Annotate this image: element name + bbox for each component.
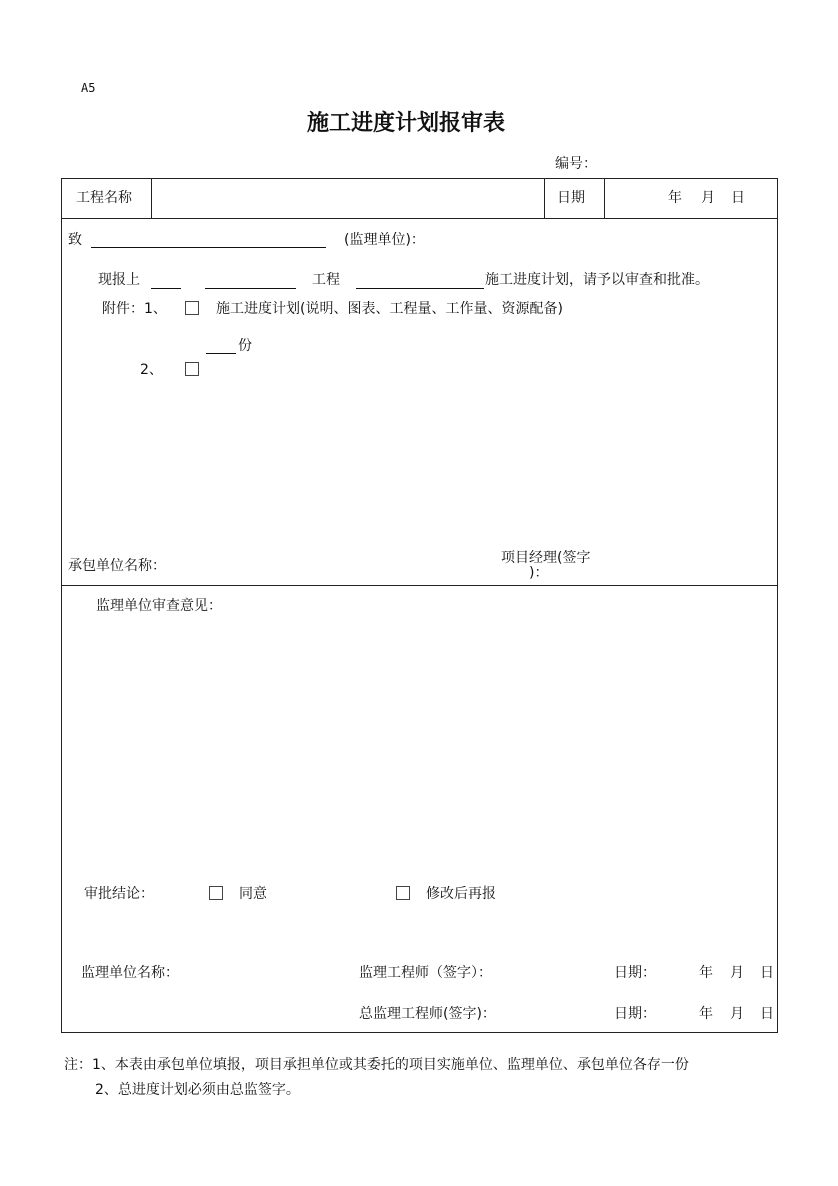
divider xyxy=(61,218,778,219)
to-label: 致 xyxy=(68,232,82,248)
note-1: 注：1、本表由承包单位填报，项目承担单位或其委托的项目实施单位、监理单位、承包单位各存一份 xyxy=(64,1057,689,1073)
attachment1-text: 施工进度计划(说明、图表、工程量、工作量、资源配备) xyxy=(216,301,563,317)
to-blank xyxy=(91,247,326,248)
day-label: 日 xyxy=(760,965,774,981)
now-submit-label: 现报上 xyxy=(98,272,140,288)
pm-sign-label: 项目经理(签字 xyxy=(501,550,591,566)
page-title: 施工进度计划报审表 xyxy=(307,110,506,136)
engineer-sign-label: 监理工程师（签字）： xyxy=(359,965,492,981)
attachment2-checkbox[interactable] xyxy=(185,362,199,376)
attachment1-checkbox[interactable] xyxy=(185,301,199,315)
divider xyxy=(151,178,152,218)
divider xyxy=(544,178,545,218)
supervisor-name-label: 监理单位名称： xyxy=(81,965,179,981)
copies-label: 份 xyxy=(238,338,252,354)
revise-label: 修改后再报 xyxy=(426,886,496,902)
engineer-date-label: 日期： xyxy=(614,965,656,981)
attachment2-label: 2、 xyxy=(140,362,163,378)
year-label: 年 xyxy=(699,1006,713,1022)
supervisor-unit-label: (监理单位)： xyxy=(344,232,425,248)
chief-date-label: 日期： xyxy=(614,1006,656,1022)
contractor-name-label: 承包单位名称： xyxy=(68,558,166,574)
divider xyxy=(604,178,605,218)
project-word: 工程 xyxy=(312,272,340,288)
month-label: 月 xyxy=(701,190,715,206)
serial-number-label: 编号： xyxy=(555,156,597,172)
year-label: 年 xyxy=(668,190,682,206)
day-label: 日 xyxy=(731,190,745,206)
blank xyxy=(205,288,296,289)
divider xyxy=(61,585,778,586)
year-label: 年 xyxy=(699,965,713,981)
attachment-label: 附件：1、 xyxy=(102,301,167,317)
review-opinion-label: 监理单位审查意见： xyxy=(96,598,222,614)
month-label: 月 xyxy=(730,965,744,981)
blank xyxy=(356,288,484,289)
chief-sign-label: 总监理工程师(签字)： xyxy=(359,1006,496,1022)
date-label: 日期 xyxy=(557,190,585,206)
copies-blank xyxy=(206,353,236,354)
day-label: 日 xyxy=(760,1006,774,1022)
form-code: A5 xyxy=(81,81,96,95)
agree-checkbox[interactable] xyxy=(209,886,223,900)
conclusion-label: 审批结论： xyxy=(84,886,154,902)
month-label: 月 xyxy=(730,1006,744,1022)
blank xyxy=(151,288,181,289)
pm-sign-label-cont: )： xyxy=(529,565,549,581)
plan-text: 施工进度计划，请予以审查和批准。 xyxy=(485,272,709,288)
agree-label: 同意 xyxy=(239,886,267,902)
revise-checkbox[interactable] xyxy=(396,886,410,900)
project-name-label: 工程名称 xyxy=(76,190,132,206)
note-2: 2、总进度计划必须由总监签字。 xyxy=(95,1082,300,1098)
